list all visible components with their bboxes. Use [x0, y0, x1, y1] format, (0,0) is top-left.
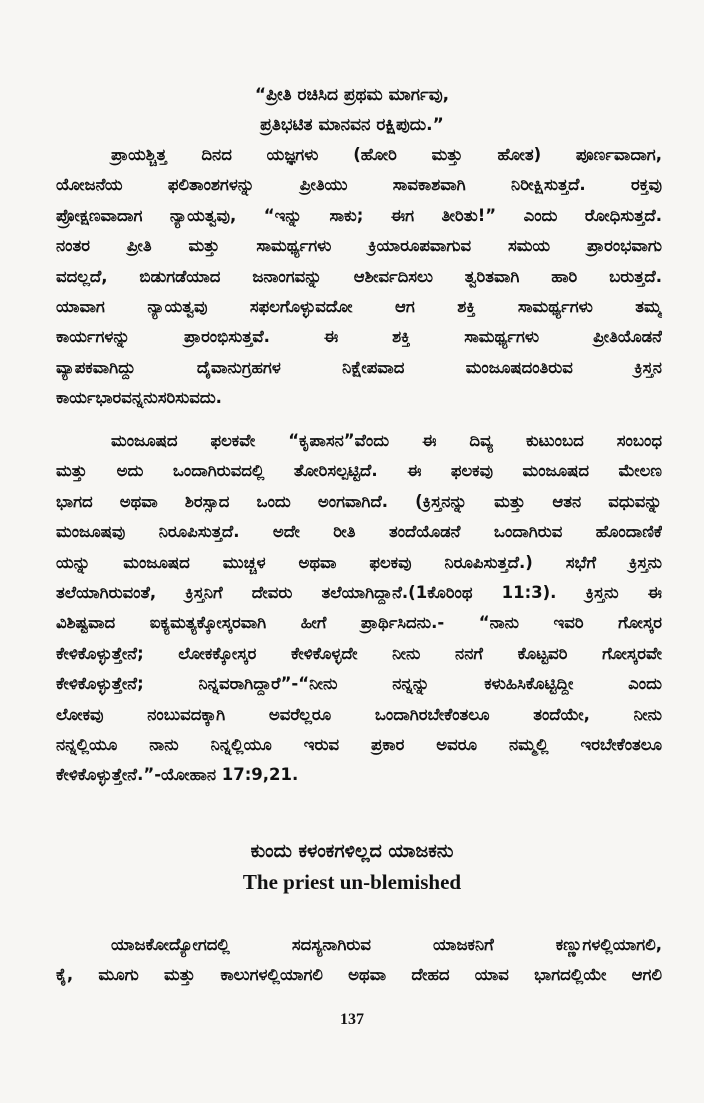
- paragraph-atonement: [56, 140, 662, 414]
- text-line: ಕೈ, ಮೂಗು ಮತ್ತು ಕಾಲುಗಳಲ್ಲಿಯಾಗಲಿ ಅಥವಾ ದೇಹದ ಯಾವ ಭಾಗದಲ್ಲಿಯೇ ಆಗಲಿ: [56, 965, 662, 985]
- text-line: ಮಂಜೂಷದ ಫಲಕವೇ “ಕೃಪಾಸನ”ವೆಂದು ಈ ದಿವ್ಯ ಕುಟುಂಬದ ಸಂಬಂಧ: [111, 431, 662, 450]
- text-line: ಭಾಗದ ಅಥವಾ ಶಿರಸ್ಸಾದ ಒಂದು ಅಂಗವಾಗಿದೆ. (ಕ್ರಿಸ್ತನನ್ನು ಮತ್ತು ಆತನ ವಧುವನ್ನು: [56, 491, 662, 511]
- epigraph-quote: [0, 80, 704, 140]
- text-line: ಪ್ರೋಕ್ಷಣವಾದಾಗ ನ್ಯಾಯತ್ವವು, “ಇನ್ನು ಸಾಕು; ಈಗ ತೀರಿತು!” ಎಂದು ರೋಧಿಸುತ್ತದೆ.: [56, 205, 662, 225]
- page-number: 137: [340, 1011, 364, 1028]
- text-line: ಯನ್ನು ಮಂಜೂಷದ ಮುಚ್ಚಳ ಅಥವಾ ಫಲಕವು ನಿರೂಪಿಸುತ್ತದೆ.) ಸಭೆಗೆ ಕ್ರಿಸ್ತನು: [56, 552, 662, 572]
- section-heading-kannada: ಕುಂದು ಕಳಂಕಗಳಿಲ್ಲದ ಯಾಜಕನು: [250, 840, 454, 862]
- text-line: ಲೋಕವು ನಂಬುವದಕ್ಕಾಗಿ ಅವರೆಲ್ಲರೂ ಒಂದಾಗಿರಬೇಕೆಂತಲೂ ತಂದೆಯೇ, ನೀನು: [56, 704, 662, 724]
- text-line: ನಂತರ ಪ್ರೀತಿ ಮತ್ತು ಸಾಮರ್ಥ್ಯಗಳು ಕ್ರಿಯಾರೂಪವಾಗುವ ಸಮಯ ಪ್ರಾರಂಭವಾಗು: [56, 236, 662, 256]
- paragraph-mercy-seat: [56, 426, 662, 791]
- text-line: ಕಾರ್ಯಭಾರವನ್ನನುಸರಿಸುವದು.: [56, 388, 222, 408]
- quote-line-2: ಪ್ರತಿಭಟಿತ ಮಾನವನ ರಕ್ಷಿಪುದು.”: [260, 115, 444, 135]
- text-line: ಕೇಳಿಕೊಳ್ಳುತ್ತೇನೆ; ನಿನ್ನವರಾಗಿದ್ದಾರೆ”-“ನೀನು ನನ್ನನ್ನು ಕಳುಹಿಸಿಕೊಟ್ಟಿದ್ದೀ ಎಂದು: [56, 674, 662, 694]
- text-line: ಕೇಳಿಕೊಳ್ಳುತ್ತೇನೆ.”-ಯೋಹಾನ 17:9,21.: [56, 765, 299, 785]
- text-line: ಪ್ರಾಯಶ್ಚಿತ್ತ ದಿನದ ಯಜ್ಞಗಳು (ಹೋರಿ ಮತ್ತು ಹೋತ) ಪೂರ್ಣವಾದಾಗ,: [111, 145, 662, 164]
- text-line: ವ್ಯಾಪಕವಾಗಿದ್ದು ದೈವಾನುಗ್ರಹಗಳ ನಿಕ್ಷೇಪವಾದ ಮಂಜೂಷದಂತಿರುವ ಕ್ರಿಸ್ತನ: [56, 357, 662, 377]
- text-line: ಯಾಜಕೋದ್ಯೋಗದಲ್ಲಿ ಸದಸ್ಯನಾಗಿರುವ ಯಾಜಕನಿಗೆ ಕಣ್ಣುಗಳಲ್ಲಿಯಾಗಲಿ,: [111, 935, 662, 954]
- text-line: ತಲೆಯಾಗಿರುವಂತೆ, ಕ್ರಿಸ್ತನಿಗೆ ದೇವರು ತಲೆಯಾಗಿದ್ದಾನೆ.(1ಕೊರಿಂಥ 11:3). ಕ್ರಿಸ್ತನು ಈ: [56, 583, 662, 603]
- text-line: ಯೋಜನೆಯ ಫಲಿತಾಂಶಗಳನ್ನು ಪ್ರೀತಿಯು ಸಾವಕಾಶವಾಗಿ ನಿರೀಕ್ಷಿಸುತ್ತದೆ. ರಕ್ತವು: [56, 175, 662, 195]
- section-heading-english: The priest un-blemished: [242, 870, 462, 894]
- text-line: ಮಂಜೂಷವು ನಿರೂಪಿಸುತ್ತದೆ. ಅದೇ ರೀತಿ ತಂದೆಯೊಡನೆ ಒಂದಾಗಿರುವ ಹೊಂದಾಣಿಕೆ: [56, 522, 662, 542]
- text-line: ಕೇಳಿಕೊಳ್ಳುತ್ತೇನೆ; ಲೋಕಕ್ಕೋಸ್ಕರ ಕೇಳಿಕೊಳ್ಳದೇ ನೀನು ನನಗೆ ಕೊಟ್ಟವರಿ ಗೋಸ್ಕರವೇ: [56, 643, 662, 663]
- text-line: ವಿಶಿಷ್ಟವಾದ ಐಕ್ಯಮತ್ಯಕ್ಕೋಸ್ಕರವಾಗಿ ಹೀಗೆ ಪ್ರಾರ್ಥಿಸಿದನು.- “ನಾನು ಇವರಿ ಗೋಸ್ಕರ: [56, 613, 662, 633]
- paragraph-priest: [56, 930, 662, 991]
- quote-line-1: “ಪ್ರೀತಿ ರಚಿಸಿದ ಪ್ರಥಮ ಮಾರ್ಗವು,: [254, 85, 450, 105]
- text-line: ಕಾರ್ಯಗಳನ್ನು ಪ್ರಾರಂಭಿಸುತ್ತವೆ. ಈ ಶಕ್ತಿ ಸಾಮರ್ಥ್ಯಗಳು ಪ್ರೀತಿಯೊಡನೆ: [56, 327, 662, 347]
- text-line: ನನ್ನಲ್ಲಿಯೂ ನಾನು ನಿನ್ನಲ್ಲಿಯೂ ಇರುವ ಪ್ರಕಾರ ಅವರೂ ನಮ್ಮಲ್ಲಿ ಇರಬೇಕೆಂತಲೂ: [56, 735, 662, 755]
- text-line: ವದಲ್ಲದೆ, ಬಿಡುಗಡೆಯಾದ ಜನಾಂಗವನ್ನು ಆಶೀರ್ವದಿಸಲು ತ್ವರಿತವಾಗಿ ಹಾರಿ ಬರುತ್ತದೆ.: [56, 266, 662, 286]
- text-line: ಯಾವಾಗ ನ್ಯಾಯತ್ವವು ಸಫಲಗೊಳ್ಳುವದೋ ಆಗ ಶಕ್ತಿ ಸಾಮರ್ಥ್ಯಗಳು ತಮ್ಮ: [56, 297, 662, 317]
- text-line: ಮತ್ತು ಅದು ಒಂದಾಗಿರುವದಲ್ಲಿ ತೋರಿಸಲ್ಪಟ್ಟಿದೆ. ಈ ಫಲಕವು ಮಂಜೂಷದ ಮೇಲಣ: [56, 461, 662, 481]
